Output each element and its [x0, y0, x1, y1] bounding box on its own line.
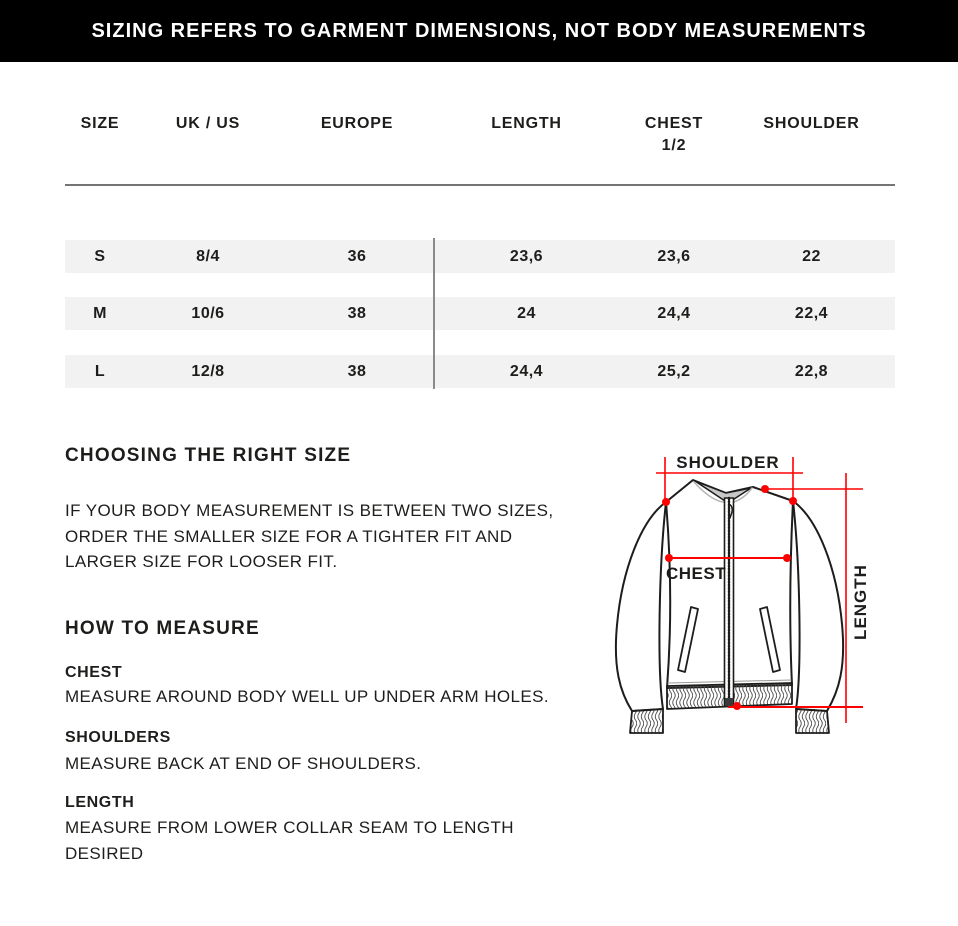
cell-chest-half: 23,6: [657, 247, 691, 265]
column-header-europe: EUROPE: [320, 115, 394, 132]
measure-length-text: MEASURE FROM LOWER COLLAR SEAM TO LENGTH DESIRED: [65, 818, 514, 863]
table-row-size-l: [65, 355, 895, 388]
cell-length: 24: [517, 304, 536, 322]
jacket-left-sleeve: [616, 502, 666, 711]
choosing-size-body: IF YOUR BODY MEASUREMENT IS BETWEEN TWO SIZES, ORDER THE SMALLER SIZE FOR A TIGHTER FIT AND LARGER SIZE FOR LOOSER FIT.: [65, 501, 554, 572]
cell-size: M: [93, 304, 107, 322]
measure-chest-label: CHEST: [65, 664, 123, 681]
size-table-header: [65, 113, 895, 157]
table-row-size-s: [65, 240, 895, 273]
choosing-size-heading: CHOOSING THE RIGHT SIZE: [65, 445, 352, 466]
cell-europe: 38: [347, 362, 367, 380]
jacket-right-sleeve: [793, 501, 843, 711]
table-row-size-m: [65, 297, 895, 330]
table-header-rule: [65, 184, 895, 186]
column-header-length: LENGTH: [491, 115, 562, 132]
cell-uk-us: 8/4: [196, 247, 220, 265]
jacket-outline: [616, 480, 843, 733]
cell-size: L: [94, 362, 106, 380]
jacket-left-cuff: [630, 709, 663, 733]
table-column-divider: [433, 238, 435, 389]
cell-uk-us: 10/6: [191, 304, 225, 322]
jacket-measurement-diagram: [595, 440, 895, 740]
shoulder-left-dot: [662, 498, 670, 506]
chest-left-dot: [665, 554, 673, 562]
hem-bottom-dot: [733, 702, 741, 710]
jacket-zipper-stop: [725, 698, 733, 706]
measure-chest-text: MEASURE AROUND BODY WELL UP UNDER ARM HOLES.: [65, 687, 549, 706]
measure-length-label: LENGTH: [65, 794, 135, 811]
cell-europe: 38: [347, 304, 367, 322]
column-header-size: SIZE: [80, 115, 120, 132]
collar-seam-dot: [761, 485, 769, 493]
cell-shoulder: 22: [802, 247, 821, 265]
cell-europe: 36: [347, 247, 367, 265]
shoulder-right-dot: [789, 497, 797, 505]
diagram-chest-label: CHEST: [666, 564, 727, 583]
cell-uk-us: 12/8: [191, 362, 225, 380]
cell-shoulder: 22,4: [794, 304, 829, 322]
diagram-shoulder-label: SHOULDER: [676, 453, 780, 472]
column-header-shoulder: SHOULDER: [763, 115, 860, 132]
diagram-length-label: LENGTH: [851, 564, 870, 640]
chest-right-dot: [783, 554, 791, 562]
cell-chest-half: 25,2: [657, 362, 691, 380]
column-header-uk-us: UK / US: [175, 115, 241, 132]
cell-chest-half: 24,4: [657, 304, 691, 322]
cell-length: 23,6: [509, 247, 544, 265]
column-header-chest-half: CHEST 1/2: [644, 115, 704, 154]
cell-length: 24,4: [509, 362, 544, 380]
measure-shoulders-label: SHOULDERS: [65, 729, 171, 746]
top-banner: [0, 0, 958, 62]
banner-text: SIZING REFERS TO GARMENT DIMENSIONS, NOT BODY MEASUREMENTS: [91, 19, 867, 42]
measure-shoulders-text: MEASURE BACK AT END OF SHOULDERS.: [65, 754, 422, 773]
jacket-right-cuff: [796, 709, 829, 733]
cell-size: S: [94, 247, 106, 265]
cell-shoulder: 22,8: [794, 362, 829, 380]
how-to-measure-heading: HOW TO MEASURE: [65, 618, 260, 639]
